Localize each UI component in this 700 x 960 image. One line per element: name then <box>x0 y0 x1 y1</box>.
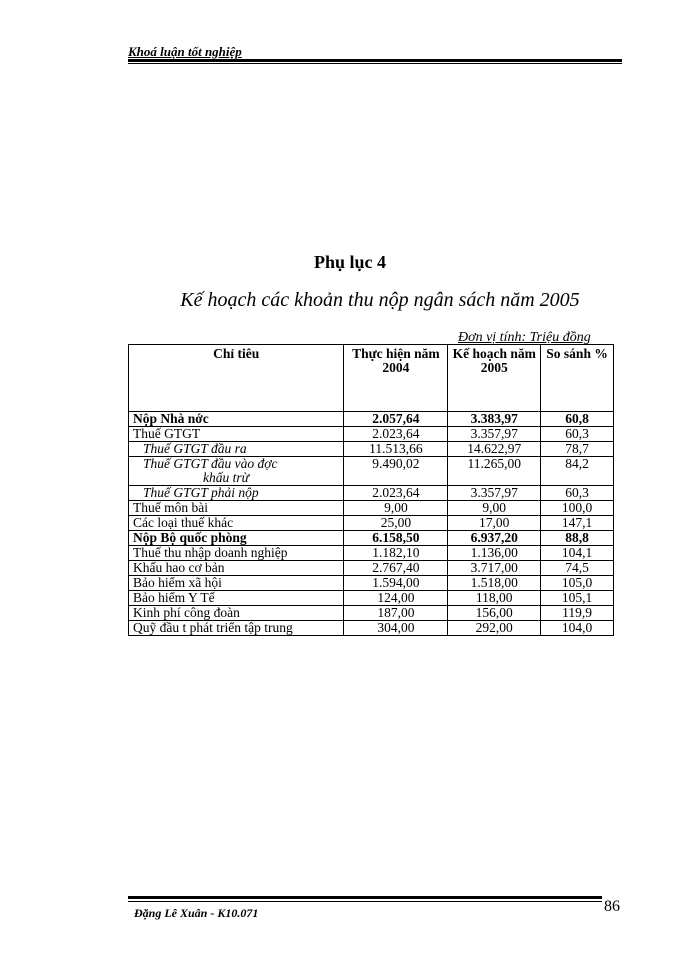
table-row <box>129 591 614 606</box>
footer-author: Đặng Lê Xuân - K10.071 <box>134 906 259 920</box>
row-label: Thuế GTGT phải nộp <box>129 486 344 501</box>
col-header-2004: Thực hiện năm 2004 <box>344 345 448 412</box>
footer-rule <box>128 896 602 899</box>
value-2005: 3.357,97 <box>448 486 541 501</box>
document-header: Khoá luận tốt nghiệp <box>128 44 242 59</box>
value-compare: 119,9 <box>541 606 614 621</box>
value-2004: 2.057,64 <box>344 412 448 427</box>
header-rule-thin <box>128 63 622 64</box>
value-2005: 6.937,20 <box>448 531 541 546</box>
table-row <box>129 442 614 457</box>
row-label: Thuế GTGT đầu ra <box>129 442 344 457</box>
value-2005: 14.622,97 <box>448 442 541 457</box>
value-2004: 9.490,02 <box>344 457 448 486</box>
table-row <box>129 486 614 501</box>
value-compare: 60,8 <box>541 412 614 427</box>
row-label: Bảo hiểm Y Tế <box>129 591 344 606</box>
value-compare: 147,1 <box>541 516 614 531</box>
value-2005: 1.518,00 <box>448 576 541 591</box>
value-2005: 156,00 <box>448 606 541 621</box>
value-compare: 60,3 <box>541 427 614 442</box>
row-label: Nộp Bộ quốc phòng <box>129 531 344 546</box>
table-header-row <box>129 345 614 412</box>
row-label: Bảo hiểm xã hội <box>129 576 344 591</box>
value-2004: 1.594,00 <box>344 576 448 591</box>
value-2004: 124,00 <box>344 591 448 606</box>
unit-note: Đơn vị tính: Triệu đồng <box>458 330 591 345</box>
value-2005: 3.717,00 <box>448 561 541 576</box>
value-2005: 11.265,00 <box>448 457 541 486</box>
value-compare: 78,7 <box>541 442 614 457</box>
col-header-indicator: Chỉ tiêu <box>129 345 344 412</box>
value-2004: 9,00 <box>344 501 448 516</box>
value-compare: 74,5 <box>541 561 614 576</box>
value-2004: 1.182,10 <box>344 546 448 561</box>
row-label: Các loại thuế khác <box>129 516 344 531</box>
value-compare: 100,0 <box>541 501 614 516</box>
value-2004: 187,00 <box>344 606 448 621</box>
value-2004: 2.023,64 <box>344 486 448 501</box>
value-2005: 3.383,97 <box>448 412 541 427</box>
row-label <box>129 457 344 486</box>
table-row <box>129 412 614 427</box>
col-header-compare: So sánh % <box>541 345 614 412</box>
row-label: Quỹ đầu t phát triển tập trung <box>129 621 344 636</box>
page-number: 86 <box>604 898 620 915</box>
row-label-line1: Thuế GTGT đầu vào đợc <box>143 456 278 471</box>
value-2004: 2.023,64 <box>344 427 448 442</box>
row-label-line2: khấu trừ <box>203 470 249 485</box>
value-2004: 304,00 <box>344 621 448 636</box>
value-2004: 25,00 <box>344 516 448 531</box>
value-compare: 105,0 <box>541 576 614 591</box>
value-2004: 2.767,40 <box>344 561 448 576</box>
row-label: Thuế môn bài <box>129 501 344 516</box>
table-row <box>129 606 614 621</box>
row-label: Nộp Nhà nớc <box>129 412 344 427</box>
value-2005: 1.136,00 <box>448 546 541 561</box>
footer-rule-thin <box>128 901 602 902</box>
table-row <box>129 621 614 636</box>
table-row <box>129 546 614 561</box>
row-label: Thuế GTGT <box>129 427 344 442</box>
value-2005: 292,00 <box>448 621 541 636</box>
appendix-title: Phụ lục 4 <box>313 252 387 272</box>
table-row <box>129 531 614 546</box>
value-compare: 60,3 <box>541 486 614 501</box>
value-2005: 17,00 <box>448 516 541 531</box>
value-compare: 104,1 <box>541 546 614 561</box>
value-compare: 88,8 <box>541 531 614 546</box>
value-2005: 118,00 <box>448 591 541 606</box>
row-label: Khấu hao cơ bản <box>129 561 344 576</box>
value-2004: 6.158,50 <box>344 531 448 546</box>
row-label: Thuế thu nhập doanh nghiệp <box>129 546 344 561</box>
row-label: Kinh phí công đoàn <box>129 606 344 621</box>
col-header-2005: Kế hoạch năm 2005 <box>448 345 541 412</box>
table-row <box>129 576 614 591</box>
value-2005: 3.357,97 <box>448 427 541 442</box>
table-row <box>129 516 614 531</box>
table-row <box>129 561 614 576</box>
header-rule <box>128 59 622 62</box>
value-2005: 9,00 <box>448 501 541 516</box>
value-compare: 104,0 <box>541 621 614 636</box>
budget-table <box>128 344 614 636</box>
appendix-subtitle: Kế hoạch các khoản thu nộp ngân sách năm 2005 <box>180 289 580 311</box>
value-compare: 84,2 <box>541 457 614 486</box>
table-row <box>129 427 614 442</box>
value-2004: 11.513,66 <box>344 442 448 457</box>
table-row <box>129 457 614 486</box>
value-compare: 105,1 <box>541 591 614 606</box>
table-row <box>129 501 614 516</box>
